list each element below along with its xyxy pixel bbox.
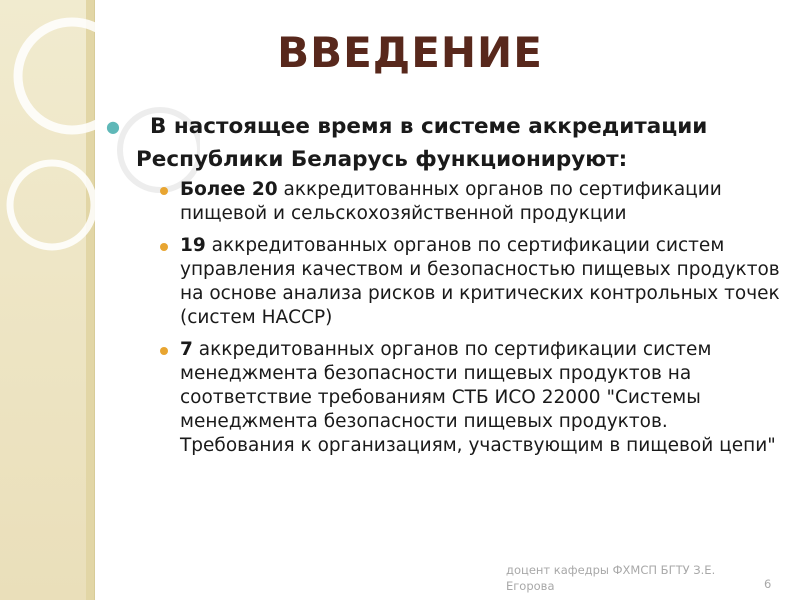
bullet-icon [160,187,168,195]
sub-point-2-text: аккредитованных органов по сертификации систем управления качеством и безопасностью пищевых продуктов на основе анализа рисков и критических контрольных точек (систем НАССР) [180,235,780,328]
sub-point-1 [160,178,780,226]
bullet-icon [160,347,168,355]
sub-point-3-text: аккредитованных органов по сертификации систем менеджмента безопасности пищевых продуктов на соответствие требованиям СТБ ИСО 22000 "Системы менеджмента безопасности пищевых продуктов. Требования к организациям, участвующим в пищевой цепи" [180,339,776,456]
sub-point-1-count: Более 20 [180,179,278,200]
sub-point-2-count: 19 [180,235,206,256]
slide-title: ВВЕДЕНИЕ [277,28,543,77]
bullet-icon [160,243,168,251]
sub-point-3 [160,338,780,458]
page-number: 6 [764,577,772,591]
main-bullet-icon: ● [106,117,120,136]
main-point-line-1: В настоящее время в системе аккредитации [150,114,708,139]
footer-author: доцент кафедры ФХМСП БГТУ З.Е. Егорова [506,563,716,593]
sub-point-3-count: 7 [180,339,193,360]
sub-point-1-text: аккредитованных органов по сертификации пищевой и сельскохозяйственной продукции [180,179,722,224]
sub-point-list [160,178,780,466]
main-point [136,110,786,176]
sub-point-2 [160,234,780,330]
main-point-line-2: Республики Беларусь функционируют: [136,147,628,172]
